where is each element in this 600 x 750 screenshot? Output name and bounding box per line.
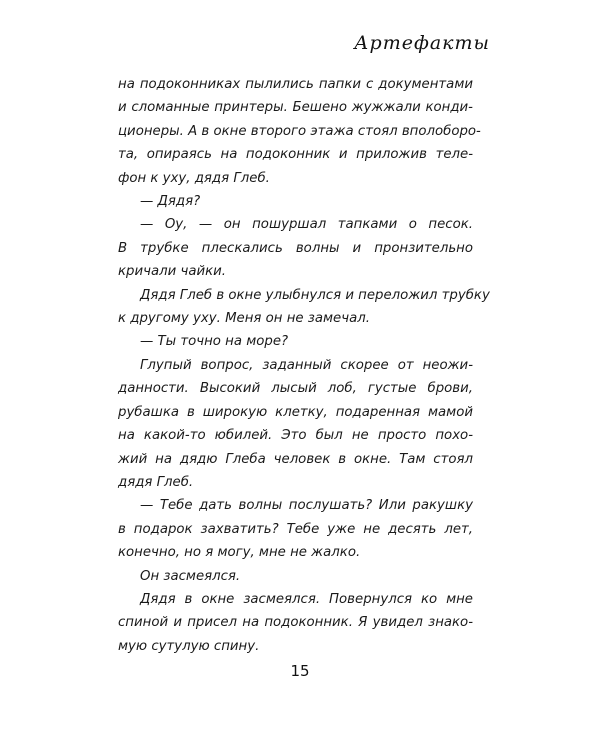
text-line: кричали чайки. bbox=[118, 264, 227, 280]
text-line: на какой-то юбилей. Это был не просто похо- bbox=[118, 428, 473, 444]
text-line: в подарок захватить? Тебе уже не десять лет, bbox=[118, 521, 473, 537]
text-line: и сломанные принтеры. Бешено жужжали конди- bbox=[118, 100, 473, 116]
text-line: мую сутулую спину. bbox=[118, 638, 260, 654]
text-line: — Дядя? bbox=[140, 194, 201, 210]
text-line: на подоконниках пылились папки с документами bbox=[118, 77, 473, 92]
text-line: Дядя Глеб в окне улыбнулся и переложил трубку bbox=[140, 287, 490, 303]
text-line: конечно, но я могу, мне не жалко. bbox=[118, 545, 361, 561]
text-line: Глупый вопрос, заданный скорее от неожи- bbox=[140, 357, 473, 373]
page-number: 15 bbox=[290, 662, 310, 680]
text-line: та, опираясь на подоконник и приложив теле- bbox=[118, 147, 473, 163]
text-line: жий на дядю Глеба человек в окне. Там стоял bbox=[118, 451, 473, 467]
text-line: Он засмеялся. bbox=[140, 568, 241, 584]
body-text bbox=[118, 73, 490, 658]
text-line: к другому уху. Меня он не замечал. bbox=[118, 311, 370, 327]
text-line: ционеры. А в окне второго этажа стоял вполоборо- bbox=[118, 123, 481, 139]
text-line: дядя Глеб. bbox=[118, 474, 194, 490]
text-line: — Оу, — он пошуршал тапками о песок. bbox=[140, 217, 473, 233]
text-line: Дядя в окне засмеялся. Повернулся ко мне bbox=[140, 591, 473, 607]
text-line: В трубке плескались волны и пронзительно bbox=[118, 240, 473, 256]
text-line: спиной и присел на подоконник. Я увидел знако- bbox=[118, 615, 473, 631]
text-line: — Ты точно на море? bbox=[140, 334, 289, 350]
text-line: фон к уху, дядя Глеб. bbox=[118, 170, 270, 186]
text-line: данности. Высокий лысый лоб, густые брови, bbox=[118, 381, 473, 397]
running-header: Артефакты bbox=[354, 32, 490, 54]
text-line: рубашка в широкую клетку, подаренная мамой bbox=[118, 404, 473, 420]
text-line: — Тебе дать волны послушать? Или ракушку bbox=[140, 498, 473, 514]
